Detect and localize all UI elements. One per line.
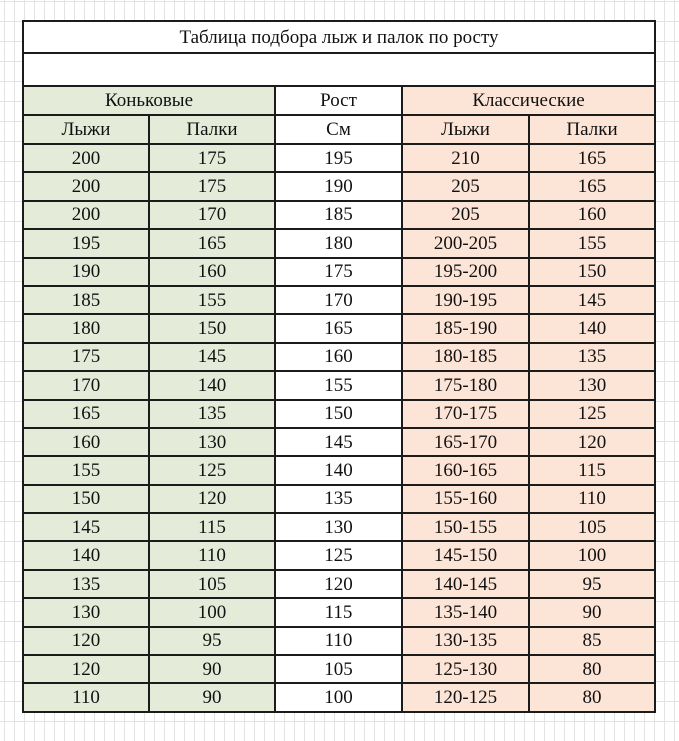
skating-skis-cell: 135	[23, 570, 149, 598]
classic-skis-cell: 120-125	[402, 683, 529, 711]
classic-skis-header: Лыжи	[402, 115, 529, 144]
subheader-row	[23, 115, 655, 144]
table-body	[23, 144, 655, 712]
skating-poles-cell: 90	[149, 655, 275, 683]
skating-poles-cell: 125	[149, 456, 275, 484]
table-row	[23, 144, 655, 172]
classic-skis-cell: 180-185	[402, 343, 529, 371]
classic-poles-cell: 80	[529, 683, 655, 711]
classic-poles-cell: 120	[529, 428, 655, 456]
skating-poles-cell: 110	[149, 541, 275, 569]
classic-skis-cell: 210	[402, 144, 529, 172]
ski-size-table	[22, 20, 656, 713]
skating-poles-header: Палки	[149, 115, 275, 144]
classic-poles-cell: 165	[529, 172, 655, 200]
skating-poles-cell: 175	[149, 144, 275, 172]
skating-poles-cell: 90	[149, 683, 275, 711]
skating-skis-cell: 160	[23, 428, 149, 456]
classic-poles-cell: 150	[529, 258, 655, 286]
table-row	[23, 541, 655, 569]
classic-skis-cell: 185-190	[402, 314, 529, 342]
classic-poles-cell: 90	[529, 598, 655, 626]
skating-skis-cell: 120	[23, 627, 149, 655]
classic-poles-cell: 155	[529, 229, 655, 257]
table-row	[23, 314, 655, 342]
classic-skis-cell: 160-165	[402, 456, 529, 484]
classic-skis-cell: 165-170	[402, 428, 529, 456]
title-row	[23, 21, 655, 53]
classic-poles-cell: 95	[529, 570, 655, 598]
table-title: Таблица подбора лыж и палок по росту	[23, 21, 655, 53]
skating-poles-cell: 160	[149, 258, 275, 286]
classic-poles-cell: 110	[529, 485, 655, 513]
classic-poles-header: Палки	[529, 115, 655, 144]
table-row	[23, 428, 655, 456]
blank-row	[23, 53, 655, 86]
skating-skis-cell: 140	[23, 541, 149, 569]
skating-poles-cell: 95	[149, 627, 275, 655]
table-row	[23, 286, 655, 314]
table-row	[23, 627, 655, 655]
classic-skis-cell: 145-150	[402, 541, 529, 569]
blank-cell	[23, 53, 655, 86]
table-row	[23, 655, 655, 683]
classic-poles-cell: 145	[529, 286, 655, 314]
classic-skis-cell: 150-155	[402, 513, 529, 541]
height-group-header: Рост	[275, 86, 402, 115]
table-row	[23, 570, 655, 598]
skating-poles-cell: 170	[149, 201, 275, 229]
skating-skis-cell: 200	[23, 144, 149, 172]
skating-poles-cell: 155	[149, 286, 275, 314]
height-cell: 175	[275, 258, 402, 286]
height-cell: 115	[275, 598, 402, 626]
height-cell: 140	[275, 456, 402, 484]
skating-skis-cell: 120	[23, 655, 149, 683]
classic-skis-cell: 140-145	[402, 570, 529, 598]
height-cell: 180	[275, 229, 402, 257]
skating-poles-cell: 130	[149, 428, 275, 456]
classic-poles-cell: 100	[529, 541, 655, 569]
classic-skis-cell: 130-135	[402, 627, 529, 655]
classic-poles-cell: 135	[529, 343, 655, 371]
height-cell: 165	[275, 314, 402, 342]
skating-poles-cell: 105	[149, 570, 275, 598]
classic-poles-cell: 125	[529, 400, 655, 428]
classic-skis-cell: 135-140	[402, 598, 529, 626]
group-header-row	[23, 86, 655, 115]
table-row	[23, 201, 655, 229]
skating-poles-cell: 165	[149, 229, 275, 257]
skating-poles-cell: 120	[149, 485, 275, 513]
height-cell: 185	[275, 201, 402, 229]
table-row	[23, 456, 655, 484]
height-cell: 105	[275, 655, 402, 683]
skating-skis-cell: 175	[23, 343, 149, 371]
classic-poles-cell: 85	[529, 627, 655, 655]
skating-skis-cell: 180	[23, 314, 149, 342]
table-row	[23, 229, 655, 257]
classic-skis-cell: 155-160	[402, 485, 529, 513]
classic-poles-cell: 80	[529, 655, 655, 683]
skating-skis-cell: 200	[23, 172, 149, 200]
classic-skis-cell: 170-175	[402, 400, 529, 428]
table-row	[23, 513, 655, 541]
height-cell: 120	[275, 570, 402, 598]
height-cell: 150	[275, 400, 402, 428]
skating-group-header: Коньковые	[23, 86, 275, 115]
height-cell: 110	[275, 627, 402, 655]
classic-poles-cell: 105	[529, 513, 655, 541]
skating-skis-cell: 110	[23, 683, 149, 711]
classic-poles-cell: 140	[529, 314, 655, 342]
classic-skis-cell: 175-180	[402, 371, 529, 399]
skating-poles-cell: 145	[149, 343, 275, 371]
table-row	[23, 371, 655, 399]
height-cell: 170	[275, 286, 402, 314]
height-cell: 100	[275, 683, 402, 711]
classic-poles-cell: 130	[529, 371, 655, 399]
skating-skis-cell: 190	[23, 258, 149, 286]
height-unit-header: См	[275, 115, 402, 144]
classic-poles-cell: 115	[529, 456, 655, 484]
classic-skis-cell: 200-205	[402, 229, 529, 257]
skating-skis-cell: 155	[23, 456, 149, 484]
skating-skis-cell: 170	[23, 371, 149, 399]
skating-poles-cell: 140	[149, 371, 275, 399]
height-cell: 135	[275, 485, 402, 513]
table-row	[23, 598, 655, 626]
classic-skis-cell: 195-200	[402, 258, 529, 286]
classic-group-header: Классические	[402, 86, 655, 115]
height-cell: 160	[275, 343, 402, 371]
skating-skis-cell: 145	[23, 513, 149, 541]
table-row	[23, 172, 655, 200]
skating-skis-cell: 165	[23, 400, 149, 428]
height-cell: 190	[275, 172, 402, 200]
table-row	[23, 683, 655, 711]
skating-poles-cell: 135	[149, 400, 275, 428]
skating-skis-cell: 185	[23, 286, 149, 314]
skating-poles-cell: 175	[149, 172, 275, 200]
classic-skis-cell: 205	[402, 201, 529, 229]
height-cell: 145	[275, 428, 402, 456]
table-row	[23, 485, 655, 513]
skating-skis-cell: 195	[23, 229, 149, 257]
table-row	[23, 343, 655, 371]
skating-skis-header: Лыжи	[23, 115, 149, 144]
classic-skis-cell: 205	[402, 172, 529, 200]
skating-poles-cell: 115	[149, 513, 275, 541]
classic-skis-cell: 190-195	[402, 286, 529, 314]
skating-skis-cell: 200	[23, 201, 149, 229]
height-cell: 130	[275, 513, 402, 541]
skating-poles-cell: 100	[149, 598, 275, 626]
skating-poles-cell: 150	[149, 314, 275, 342]
height-cell: 125	[275, 541, 402, 569]
skating-skis-cell: 130	[23, 598, 149, 626]
table-row	[23, 258, 655, 286]
table-row	[23, 400, 655, 428]
height-cell: 155	[275, 371, 402, 399]
classic-skis-cell: 125-130	[402, 655, 529, 683]
classic-poles-cell: 165	[529, 144, 655, 172]
skating-skis-cell: 150	[23, 485, 149, 513]
classic-poles-cell: 160	[529, 201, 655, 229]
height-cell: 195	[275, 144, 402, 172]
